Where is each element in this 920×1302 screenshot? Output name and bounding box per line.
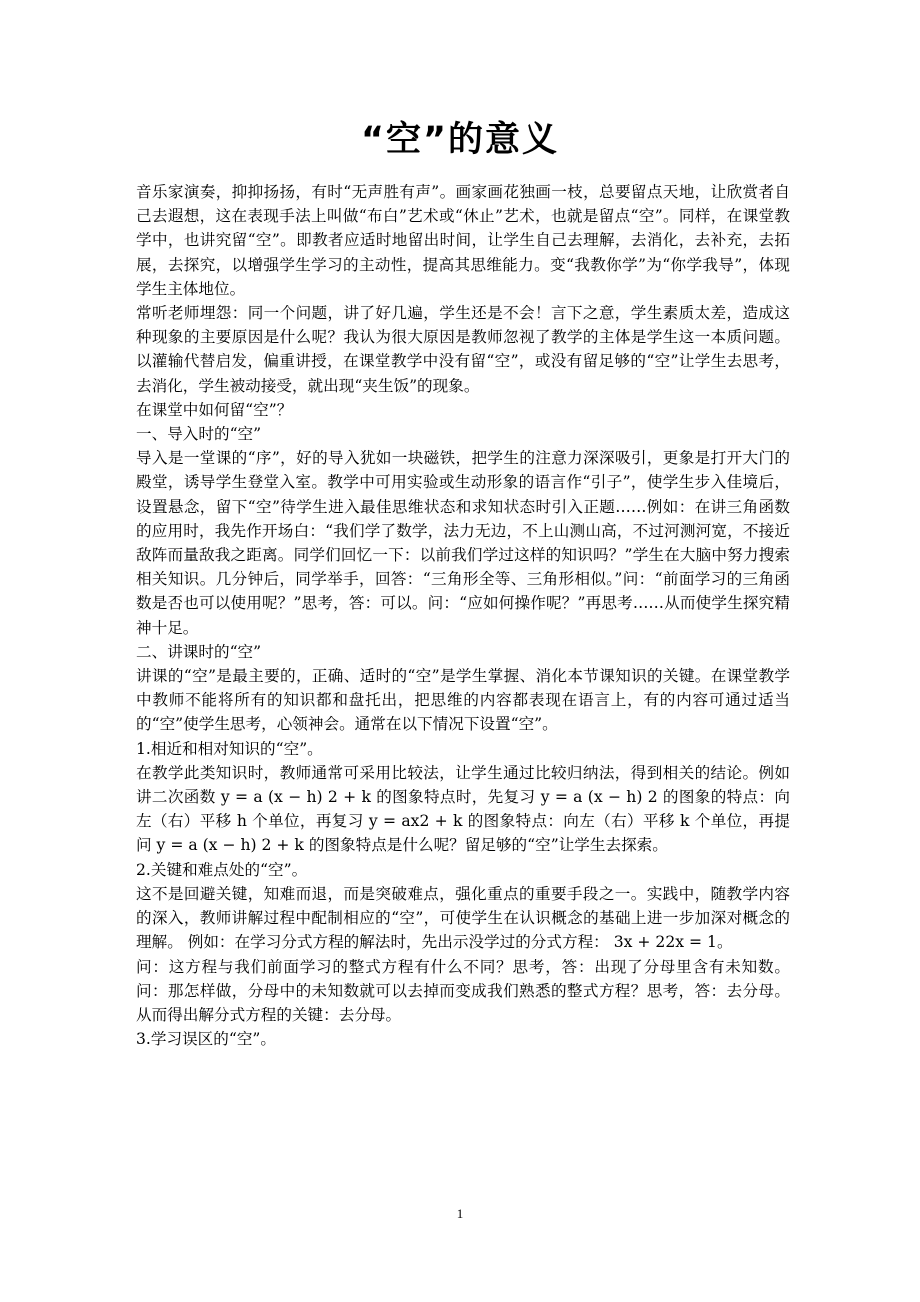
section-heading-2: 二、讲课时的“空” [136,642,262,661]
paragraph-lecture: 讲课的“空”是最主要的，正确、适时的“空”是学生掌握、消化本节课知识的关键。在课堂教学中教师不能将所有的知识都和盘托出，把思维的内容都表现在语言上，有的内容可通过适当的“空”使学生思考，心领神会。通常在以下情况下设置“空”。 [136,667,790,734]
subheading-3: 3.学习误区的“空”。 [136,1030,276,1049]
subheading-2: 2.关键和难点处的“空”。 [136,860,308,879]
section-heading-1: 一、导入时的“空” [136,425,262,444]
subheading-1: 1.相近和相对知识的“空”。 [136,739,323,758]
document-title: “空”的意义 [360,120,559,160]
page-number: 1 [456,1206,464,1221]
paragraph-intro-example: 导入是一堂课的“序”，好的导入犹如一块磁铁，把学生的注意力深深吸引，更象是打开大门的殿堂，诱导学生登堂入室。教学中可用实验或生动形象的语言作“引子”，使学生步入佳境后，设置悬念，留下“空”待学生进入最佳思维状态和求知状态时引入正题……例如：在讲三角函数的应用时，我先作开场白：“我们学了数学，法力无边，不上山测山高，不过河测河宽，不接近敌阵而量敌我之距离。同学们回忆一下：以前我们学过这样的知识吗？”学生在大脑中努力搜索相关知识。几分钟后，同学举手，回答：“三角形全等、三角形相似。”问：“前面学习的三角函数是否也可以使用呢？”思考，答：可以。问：“应如何操作呢？”再思考……从而使学生探究精神十足。 [136,449,790,637]
section-question: 在课堂中如何留“空”？ [136,400,293,419]
paragraph-problem: 常听老师埋怨：同一个问题，讲了好几遍，学生还是不会！言下之意，学生素质太差，造成这种现象的主要原因是什么呢？我认为很大原因是教师忽视了教学的主体是学生这一本质问题。以灌输代替启发，偏重讲授，在课堂教学中没有留“空”，或没有留足够的“空”让学生去思考，去消化，学生被动接受，就出现“夹生饭”的现象。 [136,304,790,395]
paragraph-key-points: 这不是回避关键，知难而退，而是突破难点，强化重点的重要手段之一。实践中，随教学内容的深入，教师讲解过程中配制相应的“空”，可使学生在认识概念的基础上进一步加深对概念的理解。 例如：在学习分式方程的解法时，先出示没学过的分式方程： 3x + 22x = 1。 [136,884,790,952]
paragraph-intro: 音乐家演奏，抑抑扬扬，有时“无声胜有声”。画家画花独画一枝，总要留点天地，让欣赏者自己去遐想，这在表现手法上叫做“布白”艺术或“休止”艺术，也就是留点“空”。同样，在课堂教学中，也讲究留“空”。即教者应适时地留出时间，让学生自己去理解，去消化，去补充，去拓展，去探究，以增强学生学习的主动性，提高其思维能力。变“我教你学”为“你学我导”，体现学生主体地位。 [136,183,790,298]
paragraph-comparison: 在教学此类知识时，教师通常可采用比较法，让学生通过比较归纳法，得到相关的结论。例如讲二次函数 y = a (x − h) 2 + k 的图象特点时，先复习 y = a (x − h) 2 的图象的特点：向左（右）平移 h 个单位，再复习 y = ax2 + k 的图象特点：向左（右）平移 k 个单位，再提问 y = a (x − h) 2 + k 的图象特点是什么呢？留足够的“空”让学生去探索。 [136,763,790,855]
document-body [136,180,790,1051]
paragraph-question-answer: 问：这方程与我们前面学习的整式方程有什么不同？思考，答：出现了分母里含有未知数。问：那怎样做，分母中的未知数就可以去掉而变成我们熟悉的整式方程？思考，答：去分母。从而得出解分式方程的关键：去分母。 [136,957,790,1024]
